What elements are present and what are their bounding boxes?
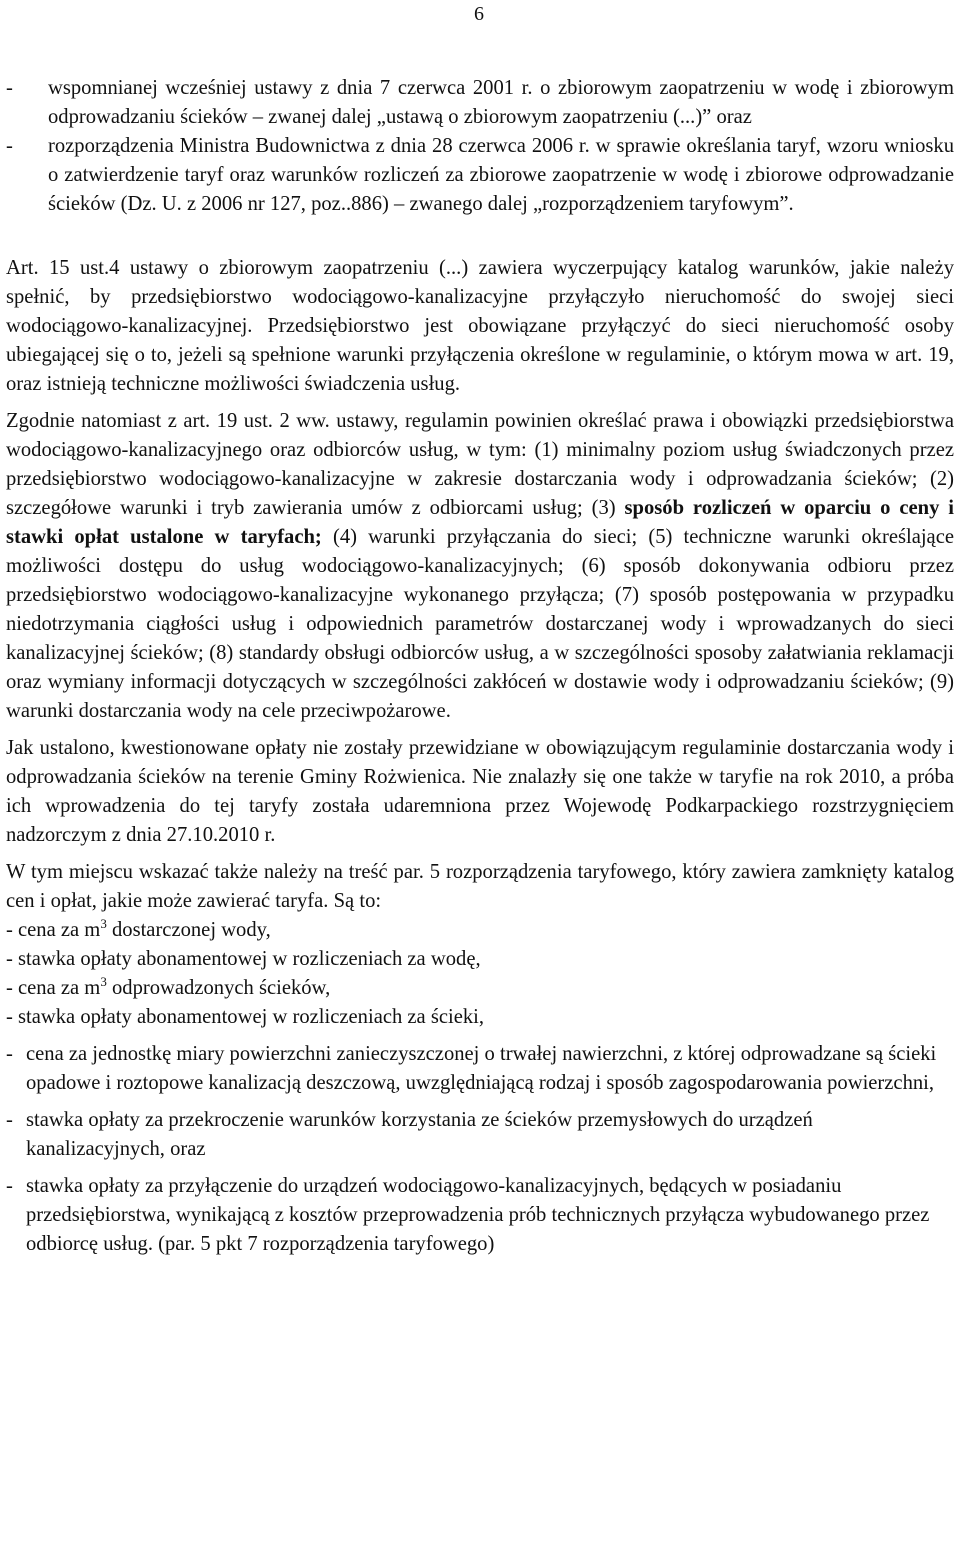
list-item-text-end: dostarczonej wody, bbox=[106, 919, 271, 941]
paragraph-art19-text: Zgodnie natomiast z art. 19 ust. 2 ww. ustawy, regulamin powinien określać prawa i obowiązki przedsiębiorstwa wodociągowo-kanalizacyjnego oraz odbiorców usług, w tym: (1) minimalny poziom usług świadczonych przez przedsiębiorstwo wodociągowo-kanalizacyjne w zakresie dostarczania wody i odprowadzania ścieków; (2) szczegółowe warunki i tryb zawierania umów z odbiorcami usług; (3) bbox=[6, 410, 954, 519]
superscript: 3 bbox=[100, 974, 107, 989]
list-item: - stawka opłaty abonamentowej w rozliczeniach za ścieki, bbox=[6, 1006, 485, 1028]
list-dash: - bbox=[6, 77, 13, 99]
list-item bbox=[6, 132, 954, 219]
list-item-text: cena za jednostkę miary powierzchni zanieczyszczonej o trwałej nawierzchni, z której odprowadzane są ścieki opadowe i roztopowe kanalizacją deszczową, uwzględniającą rodzaj i sposób zagospodarowania powierzchni, bbox=[26, 1043, 937, 1094]
list-item-text: rozporządzenia Ministra Budownictwa z dnia 28 czerwca 2006 r. w sprawie określania taryf, wzoru wniosku o zatwierdzenie taryf oraz warunków rozliczeń za zbiorowe zaopatrzenie w wodę i zbiorowe odprowadzanie ścieków (Dz. U. z 2006 nr 127, poz..886) – zwanego dalej „rozporządzeniem taryfowym”. bbox=[48, 135, 954, 215]
list-item-text: wspomnianej wcześniej ustawy z dnia 7 czerwca 2001 r. o zbiorowym zaopatrzeniu w wodę i zbiorowym odprowadzaniu ścieków – zwanej dalej „ustawą o zbiorowym zaopatrzeniu (...)” oraz bbox=[48, 77, 954, 128]
list-dash: - bbox=[6, 1109, 13, 1131]
list-dash: - bbox=[6, 1043, 13, 1065]
document-body bbox=[6, 74, 954, 1259]
tariff-list bbox=[6, 916, 954, 1259]
paragraph-art19 bbox=[6, 407, 954, 726]
list-item-text-end: odprowadzonych ścieków, bbox=[106, 977, 331, 999]
list-dash: - bbox=[6, 135, 13, 157]
superscript: 3 bbox=[100, 916, 107, 931]
paragraph-art19-bold: sposób rozliczeń w oparciu o ceny i stawki opłat ustalone w taryfach; bbox=[6, 497, 954, 548]
paragraph-ustalono: Jak ustalono, kwestionowane opłaty nie zostały przewidziane w obowiązującym regulaminie dostarczania wody i odprowadzania ścieków na terenie Gminy Rożwienica. Nie znalazły się one także w taryfie na rok 2010, a próba ich wprowadzenia do tej taryfy została udaremniona przez Wojewodę Podkarpackiego rozstrzygnięciem nadzorczym z dnia 27.10.2010 r. bbox=[6, 737, 954, 846]
paragraph-par5: W tym miejscu wskazać także należy na treść par. 5 rozporządzenia taryfowego, który zawiera zamknięty katalog cen i opłat, jakie może zawierać taryfa. Są to: bbox=[6, 861, 954, 912]
list-item bbox=[6, 74, 954, 132]
list-item-text: stawka opłaty za przekroczenie warunków korzystania ze ścieków przemysłowych do urządzeń kanalizacyjnych, oraz bbox=[26, 1109, 813, 1160]
list-item bbox=[6, 1040, 954, 1098]
list-item: - stawka opłaty abonamentowej w rozliczeniach za wodę, bbox=[6, 948, 481, 970]
list-item-text: - cena za m bbox=[6, 977, 101, 999]
list-dash: - bbox=[6, 1175, 13, 1197]
page-number: 6 bbox=[474, 3, 484, 25]
list-item bbox=[6, 1106, 954, 1164]
list-item-text: - cena za m bbox=[6, 919, 101, 941]
paragraph-art19-text-end: (4) warunki przyłączania do sieci; (5) techniczne warunki określające możliwości dostępu do usług wodociągowo-kanalizacyjnych; (6) sposób dokonywania odbioru przez przedsiębiorstwo wodociągowo-kanalizacyjne wykonanego przyłącza; (7) sposób postępowania w przypadku niedotrzymania ciągłości usług i odpowiednich parametrów dostarczanej wody i wprowadzanych do sieci kanalizacyjnej ścieków; (8) standardy obsługi odbiorców usług, a w szczególności sposoby załatwiania reklamacji oraz wymiany informacji dotyczących w szczególności zakłóceń w dostawie wody i odprowadzaniu ścieków; (9) warunki dostarczania wody na cele przeciwpożarowe. bbox=[6, 526, 954, 722]
paragraph-art15: Art. 15 ust.4 ustawy o zbiorowym zaopatrzeniu (...) zawiera wyczerpujący katalog warunków, jakie należy spełnić, by przedsiębiorstwo wodociągowo-kanalizacyjne przyłączyło nieruchomość do swojej sieci wodociągowo-kanalizacyjnej. Przedsiębiorstwo jest obowiązane przyłączyć do sieci nieruchomość osoby ubiegającej się o to, jeżeli są spełnione warunki przyłączenia określone w regulaminie, o którym mowa w art. 19, oraz istnieją techniczne możliwości świadczenia usług. bbox=[6, 257, 954, 395]
list-item bbox=[6, 1172, 954, 1259]
list-item bbox=[6, 974, 954, 1003]
list-item-text: stawka opłaty za przyłączenie do urządzeń wodociągowo-kanalizacyjnych, będących w posiadaniu przedsiębiorstwa, wynikającą z kosztów przeprowadzenia prób technicznych przyłącza wybudowanego przez odbiorcę usług. (par. 5 pkt 7 rozporządzenia taryfowego) bbox=[26, 1175, 930, 1255]
list-item bbox=[6, 916, 954, 945]
